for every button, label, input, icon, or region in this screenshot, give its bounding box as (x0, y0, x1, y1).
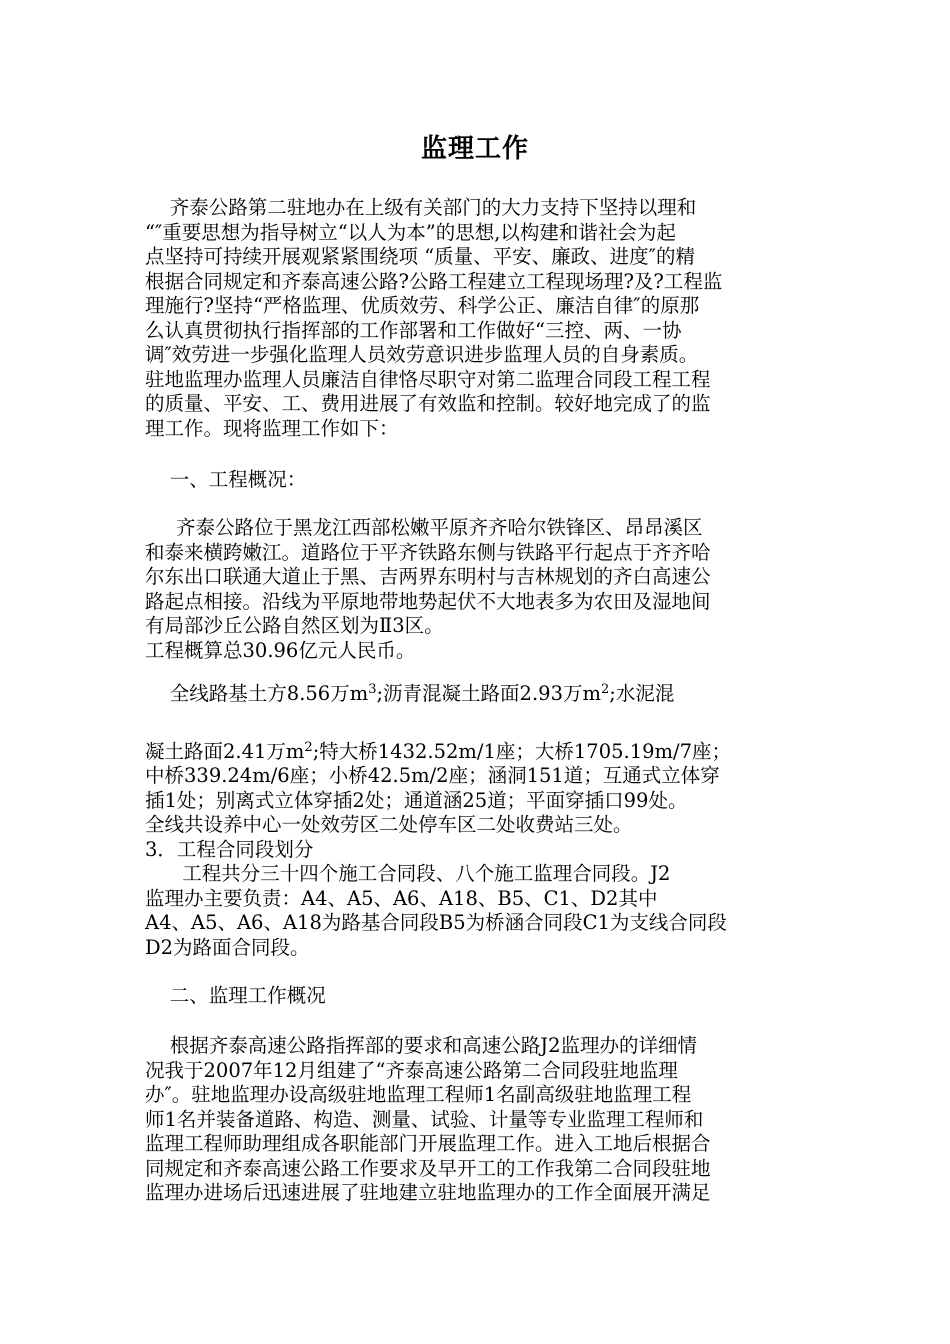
text-line: 有局部沙丘公路自然区划为Ⅱ3区。 (145, 614, 444, 637)
text-line: 监理办进场后迅速进展了驻地建立驻地监理办的工作全面展开满足 (145, 1181, 711, 1204)
text-line: 理工作。现将监理工作如下： (145, 416, 399, 440)
section1-paragraph-continued (145, 764, 805, 960)
text-line: 况我于2007年12月组建了“齐泰高速公路第二合同段驻地监理 (145, 1058, 678, 1082)
heading-text: 一、工程概况： (145, 468, 307, 491)
text-line: 理施行?坚持“严格监理、优质效劳、科学公正、廉洁自律″的原那 (145, 294, 700, 317)
quantity-line (145, 674, 805, 732)
heading-text: 二、监理工作概况 (145, 984, 326, 1007)
document-title: 监理工作 (420, 134, 529, 164)
text-segment: ;特大桥1432.52m/1座；大桥1705.19m/7座； (312, 740, 731, 763)
section1-heading (145, 468, 805, 493)
text-line: 办″。驻地监理办设高级驻地监理工程师1名副高级驻地监理工程 (145, 1083, 692, 1106)
intro-paragraph (145, 196, 805, 441)
text-line: 和泰来横跨嫩江。道路位于平齐铁路东侧与铁路平行起点于齐齐哈 (145, 540, 711, 564)
superscript: 2 (600, 682, 610, 697)
text-segment: 全线路基土方8.56万m (145, 682, 369, 705)
text-line: 尔东出口联通大道止于黑、吉两界东明村与吉林规划的齐白高速公 (145, 565, 711, 588)
superscript: 3 (368, 682, 377, 697)
text-line: 监理工程师助理组成各职能部门开展监理工作。进入工地后根据合 (145, 1132, 711, 1155)
text-line: 工程共分三十四个施工合同段、八个施工监理合同段。J2 (145, 862, 671, 885)
text-segment: ;水泥混 (609, 682, 675, 705)
text-line: “″重要思想为指导树立“以人为本”的思想,以构建和谐社会为起 (145, 220, 676, 244)
superscript: 2 (304, 740, 313, 755)
section1-paragraph (145, 516, 805, 663)
text-line: 工程概算总30.96亿元人民币。 (145, 638, 416, 662)
text-line: 调″效劳进一步强化监理人员效劳意识进步监理人员的自身素质。 (145, 343, 699, 366)
text-line: 驻地监理办监理人员廉洁自律恪尽职守对第二监理合同段工程工程 (145, 367, 711, 391)
text-line: 3．工程合同段划分 (145, 837, 314, 861)
section2-paragraph (145, 1034, 805, 1206)
text-line: 师1名并装备道路、构造、测量、试验、计量等专业监理工程师和 (145, 1107, 704, 1131)
text-line: 同规定和齐泰高速公路工作要求及早开工的工作我第二合同段驻地 (145, 1156, 711, 1180)
text-line: 齐泰公路第二驻地办在上级有关部门的大力支持下坚持以理和 (145, 196, 697, 219)
text-line: 的质量、平安、工、费用进展了有效监和控制。较好地完成了的监 (145, 392, 711, 415)
text-segment: ;沥青混凝土路面2.93万m (376, 682, 601, 705)
text-line: A4、A5、A6、A18为路基合同段B5为桥涵合同段C1为支线合同段 (145, 911, 727, 934)
text-segment: 凝土路面2.41万m (145, 740, 305, 763)
text-line: 点坚持可持续开展观紧紧围绕项 “质量、平安、廉政、进度″的精 (145, 245, 695, 268)
text-line: 路起点相接。沿线为平原地带地势起伏不大地表多为农田及湿地间 (145, 589, 711, 613)
text-line: 么认真贯彻执行指挥部的工作部署和工作做好“三控、两、一协 (145, 318, 682, 342)
section2-heading (145, 984, 805, 1009)
text-line: 全线共设养中心一处效劳区二处停车区二处收费站三处。 (145, 813, 633, 836)
text-line: 插1处；别离式立体穿插2处；通道涵25道；平面穿插口99处。 (145, 788, 688, 812)
text-line: 根据合同规定和齐泰高速公路?公路工程建立工程现场理?及?工程监 (145, 269, 723, 293)
text-line: 监理办主要负责：A4、A5、A6、A18、B5、C1、D2其中 (145, 886, 658, 910)
text-line: 齐泰公路位于黑龙江西部松嫩平原齐齐哈尔铁锋区、昂昂溪区 (145, 516, 703, 539)
text-line: 中桥339.24m/6座；小桥42.5m/2座；涵洞151道；互通式立体穿 (145, 764, 720, 787)
text-line: D2为路面合同段。 (145, 935, 310, 959)
text-line: 根据齐泰高速公路指挥部的要求和高速公路J2监理办的详细情 (145, 1034, 698, 1057)
